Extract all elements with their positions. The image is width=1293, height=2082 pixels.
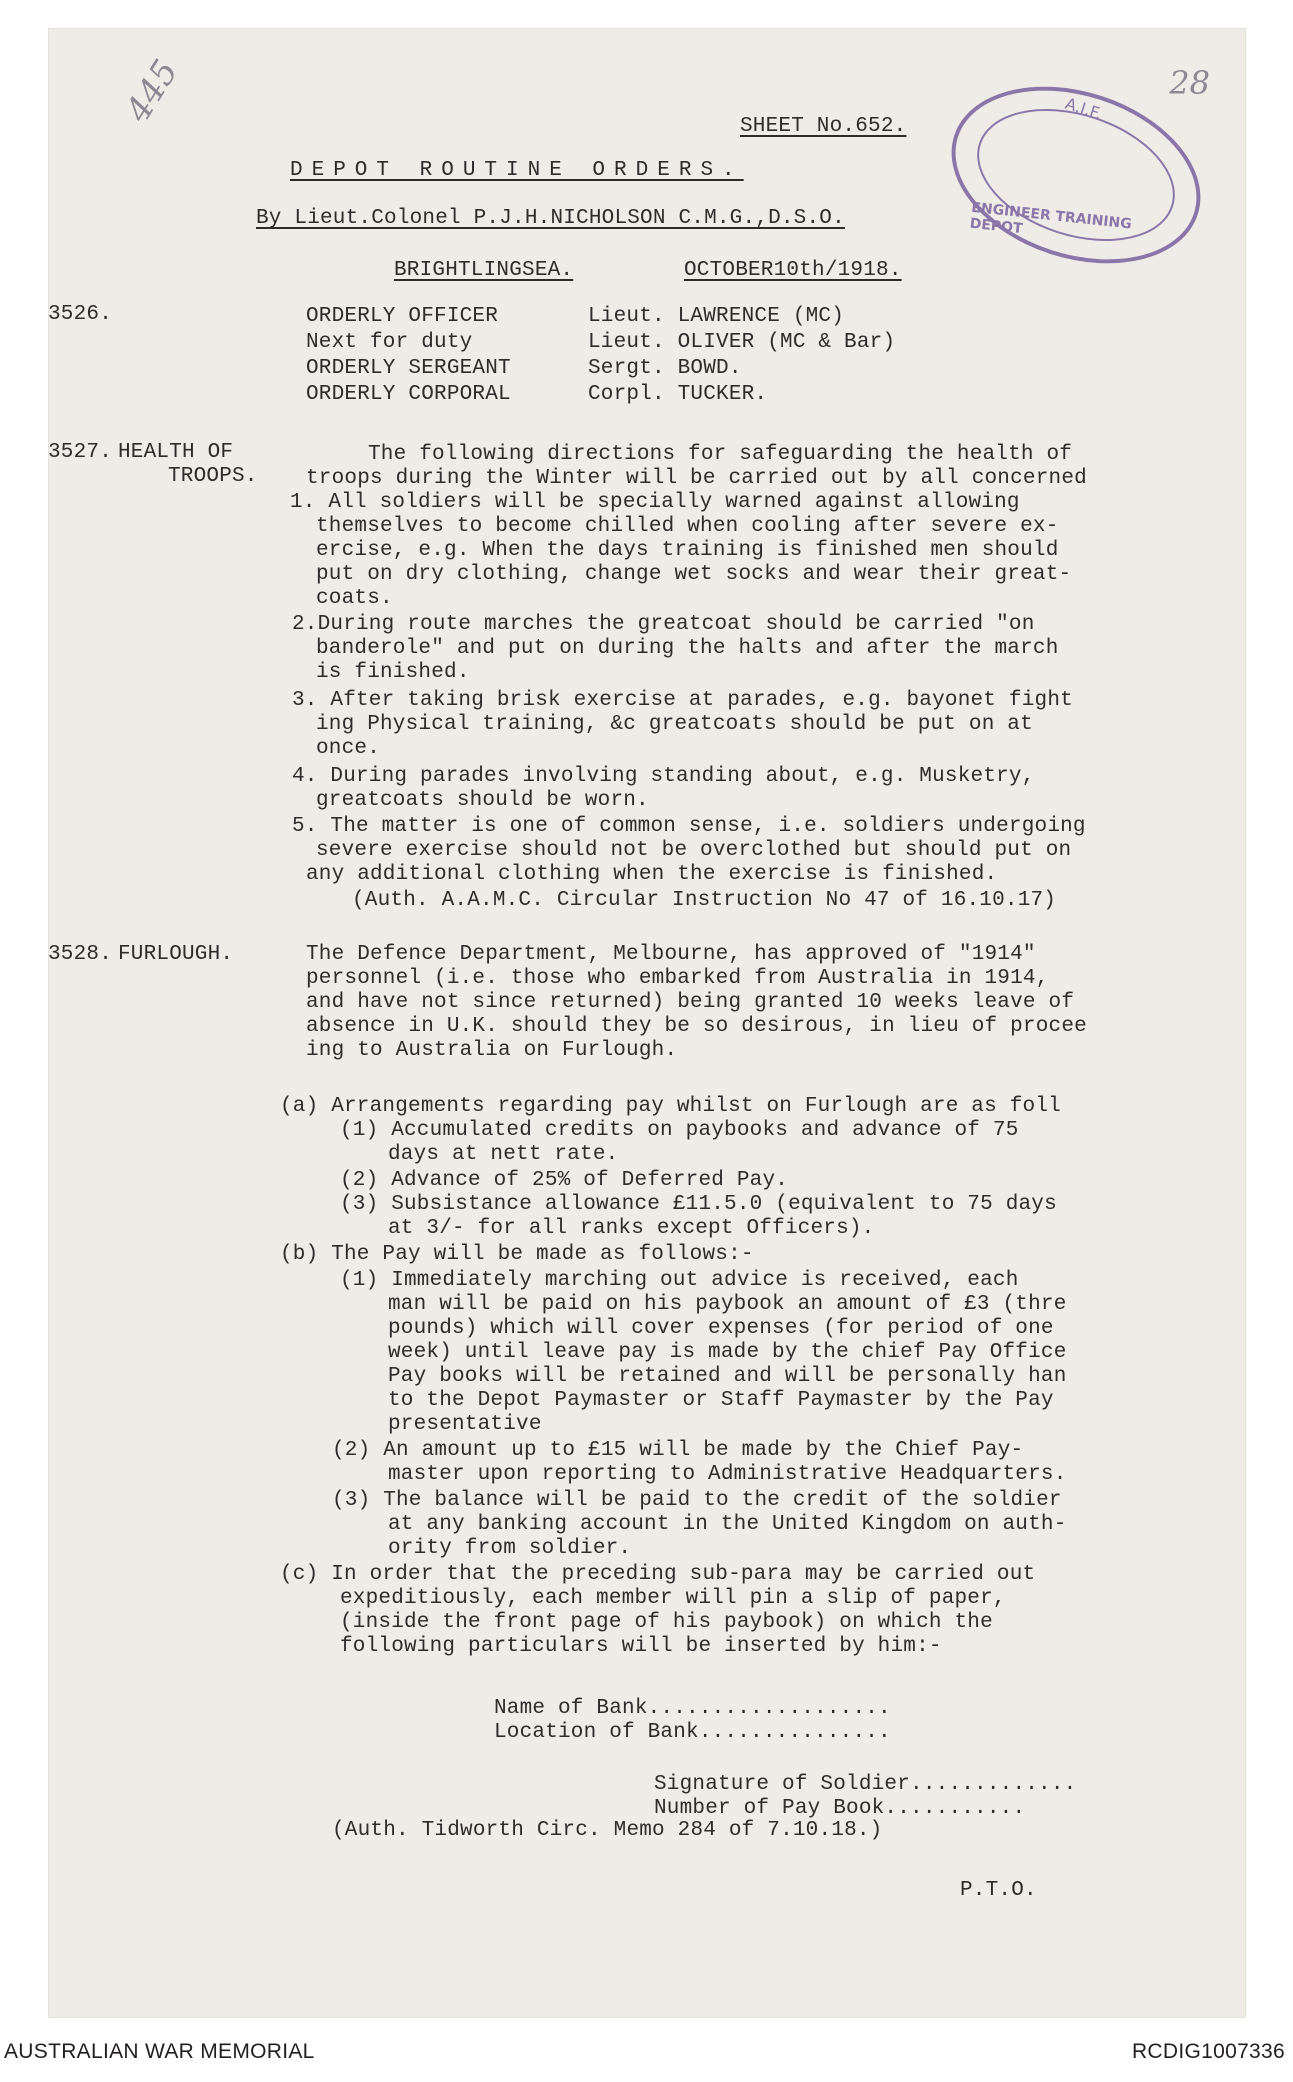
body-line: personnel (i.e. those who embarked from Australia in 1914, [306, 967, 1049, 990]
body-line: (3) Subsistance allowance £11.5.0 (equivalent to 75 days [340, 1193, 1057, 1216]
duty-name: Sergt. BOWD. [588, 357, 742, 380]
body-line: man will be paid on his paybook an amount of £3 (thre [388, 1293, 1067, 1316]
place: BRIGHTLINGSEA. [394, 259, 574, 282]
body-line: The following directions for safeguarding the health of [368, 443, 1073, 466]
body-line: ing Physical training, &c greatcoats should be put on at [316, 713, 1033, 736]
order-number: 3528. [48, 943, 113, 966]
body-line: and have not since returned) being granted 10 weeks leave of [306, 991, 1075, 1014]
sheet-number: SHEET No.652. [740, 115, 907, 138]
body-line: put on dry clothing, change wet socks and wear their great- [316, 563, 1072, 586]
body-line: following particulars will be inserted by him:- [340, 1635, 942, 1658]
body-line: is finished. [316, 661, 470, 684]
footer-institution: AUSTRALIAN WAR MEMORIAL [4, 2040, 315, 2063]
order-number: 3527. [48, 441, 113, 464]
body-line: greatcoats should be worn. [316, 789, 649, 812]
body-line: ercise, e.g. When the days training is finished men should [316, 539, 1059, 562]
body-line: ing to Australia on Furlough. [306, 1039, 678, 1062]
body-line: troops during the Winter will be carried out by all concerned [306, 467, 1087, 490]
please-turn-over: P.T.O. [960, 1879, 1037, 1902]
by-line: By Lieut.Colonel P.J.H.NICHOLSON C.M.G.,D.S.O. [256, 207, 845, 230]
body-line: presentative [388, 1413, 542, 1436]
body-line: 1. All soldiers will be specially warned against allowing [290, 491, 1020, 514]
body-line: once. [316, 737, 381, 760]
body-line: (c) In order that the preceding sub-para may be carried out [280, 1563, 1036, 1586]
body-line: banderole" and put on during the halts and after the march [316, 637, 1059, 660]
body-line: (b) The Pay will be made as follows:- [280, 1243, 754, 1266]
form-field-line: Location of Bank............... [494, 1721, 891, 1744]
body-line: at any banking account in the United Kingdom on auth- [388, 1513, 1067, 1536]
body-line: 3. After taking brisk exercise at parades, e.g. bayonet fight [292, 689, 1073, 712]
body-line: absence in U.K. should they be so desirous, in lieu of procee [306, 1015, 1087, 1038]
section-heading: HEALTH OF [118, 441, 234, 464]
body-line: coats. [316, 587, 393, 610]
body-line: 5. The matter is one of common sense, i.e. soldiers undergoing [292, 815, 1086, 838]
body-line: (1) Immediately marching out advice is received, each [340, 1269, 1019, 1292]
body-line: pounds) which will cover expenses (for period of one [388, 1317, 1054, 1340]
body-line: days at nett rate. [388, 1143, 619, 1166]
body-line: themselves to become chilled when cooling after severe ex- [316, 515, 1059, 538]
body-line: at 3/- for all ranks except Officers). [388, 1217, 875, 1240]
duty-name: Corpl. TUCKER. [588, 383, 768, 406]
duty-role: ORDERLY OFFICER [306, 305, 499, 328]
body-line: master upon reporting to Administrative Headquarters. [388, 1463, 1067, 1486]
body-line: 4. During parades involving standing about, e.g. Musketry, [292, 765, 1035, 788]
authority-line: (Auth. A.A.M.C. Circular Instruction No 47 of 16.10.17) [352, 889, 1057, 912]
body-line: severe exercise should not be overclothed but should put on [316, 839, 1072, 862]
page-title: DEPOT ROUTINE ORDERS. [290, 159, 744, 182]
body-line: (2) Advance of 25% of Deferred Pay. [340, 1169, 789, 1192]
order-number: 3526. [48, 303, 113, 326]
stamp-bottom-text: ENGINEER TRAINING DEPOT [968, 199, 1133, 238]
body-line: expeditiously, each member will pin a slip of paper, [340, 1587, 1006, 1610]
body-line: Pay books will be retained and will be personally han [388, 1365, 1067, 1388]
body-line: (1) Accumulated credits on paybooks and advance of 75 [340, 1119, 1019, 1142]
section-heading: TROOPS. [168, 465, 258, 488]
document-page [48, 28, 1246, 2018]
section-heading: FURLOUGH. [118, 943, 234, 966]
body-line: to the Depot Paymaster or Staff Paymaster by the Pay [388, 1389, 1054, 1412]
body-line: ority from soldier. [388, 1537, 632, 1560]
form-field-line: Number of Pay Book........... [654, 1797, 1026, 1820]
body-line: (2) An amount up to £15 will be made by the Chief Pay- [332, 1439, 1024, 1462]
body-line: (a) Arrangements regarding pay whilst on Furlough are as foll [280, 1095, 1061, 1118]
body-line: (3) The balance will be paid to the credit of the soldier [332, 1489, 1062, 1512]
authority-line: (Auth. Tidworth Circ. Memo 284 of 7.10.18.) [332, 1819, 883, 1842]
duty-name: Lieut. LAWRENCE (MC) [588, 305, 845, 328]
duty-role: Next for duty [306, 331, 473, 354]
duty-role: ORDERLY CORPORAL [306, 383, 511, 406]
form-field-line: Signature of Soldier............. [654, 1773, 1077, 1796]
body-line: any additional clothing when the exercise is finished. [306, 863, 998, 886]
footer-reference: RCDIG1007336 [1131, 2040, 1285, 2063]
stamp-top-text: A.I.F. [1062, 93, 1105, 124]
duty-role: ORDERLY SERGEANT [306, 357, 511, 380]
folio-number: 28 [1169, 64, 1210, 102]
duty-name: Lieut. OLIVER (MC & Bar) [588, 331, 896, 354]
body-line: The Defence Department, Melbourne, has approved of "1914" [306, 943, 1036, 966]
body-line: (inside the front page of his paybook) on which the [340, 1611, 993, 1634]
archive-number: 445 [118, 52, 187, 130]
body-line: week) until leave pay is made by the chief Pay Office [388, 1341, 1067, 1364]
body-line: 2.During route marches the greatcoat should be carried "on [292, 613, 1035, 636]
date: OCTOBER10th/1918. [684, 259, 902, 282]
form-field-line: Name of Bank................... [494, 1697, 891, 1720]
